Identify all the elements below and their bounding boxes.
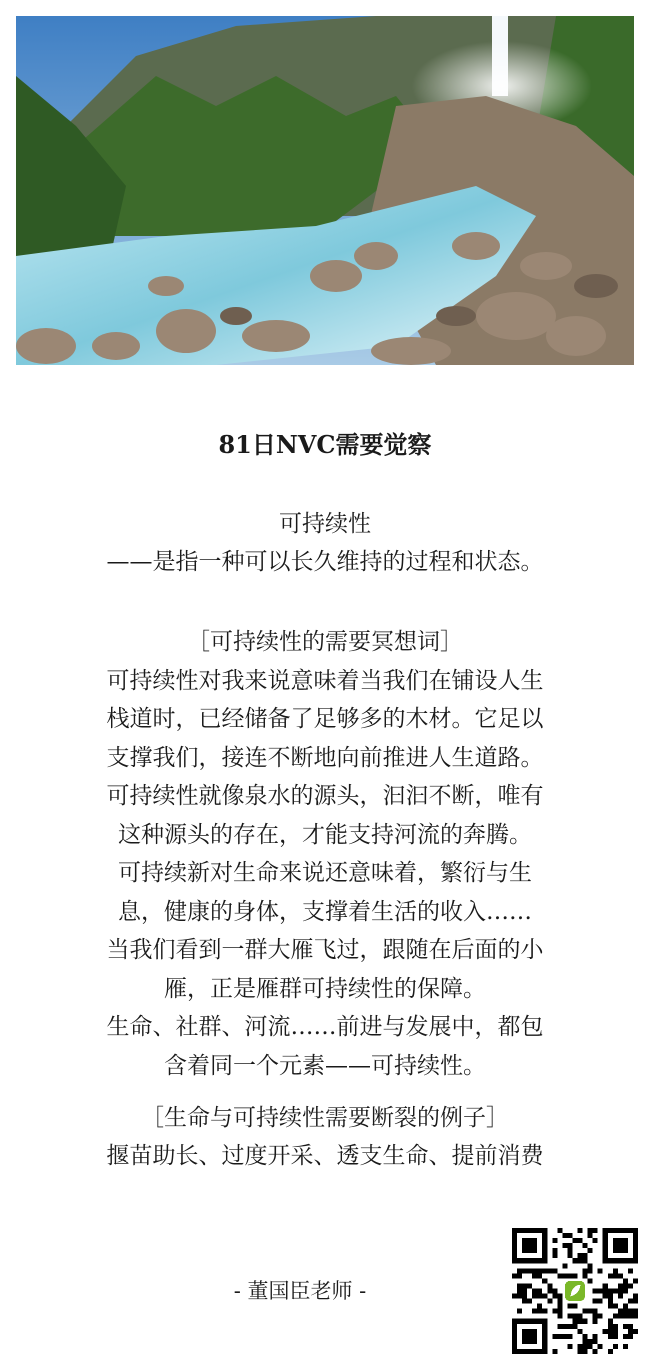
meditation-line: 可持续性就像泉水的源头，汩汩不断，唯有 bbox=[106, 783, 544, 809]
meditation-line: 支撑我们，接连不断地向前推进人生道路。 bbox=[106, 744, 544, 771]
definition-block bbox=[60, 505, 590, 581]
qr-code-graphic bbox=[512, 1228, 638, 1354]
article-title: 81日NVC需要觉察 bbox=[218, 430, 432, 459]
meditation-line: 这种源头的存在，才能支持河流的奔腾。 bbox=[118, 821, 532, 848]
meditation-block bbox=[60, 623, 590, 1085]
qr-code-icon bbox=[512, 1228, 638, 1354]
meditation-line: 含着同一个元素——可持续性。 bbox=[164, 1052, 486, 1079]
examples-block bbox=[60, 1099, 590, 1175]
waterfall-river-photo bbox=[16, 16, 634, 365]
meditation-line: 可持续新对生命来说还意味着，繁衍与生 bbox=[118, 860, 532, 886]
examples-heading: ［生命与可持续性需要断裂的例子］ bbox=[141, 1105, 509, 1131]
definition-term: 可持续性 bbox=[279, 511, 371, 537]
definition-text: ——是指一种可以长久维持的过程和状态。 bbox=[106, 549, 544, 575]
meditation-heading: ［可持续性的需要冥想词］ bbox=[187, 629, 463, 655]
meditation-line: 可持续性对我来说意味着当我们在铺设人生 bbox=[106, 667, 544, 694]
examples-text: 揠苗助长、过度开采、透支生命、提前消费 bbox=[106, 1143, 544, 1169]
meditation-line: 息，健康的身体，支撑着生活的收入…… bbox=[118, 898, 532, 925]
hero-image bbox=[16, 16, 634, 365]
meditation-line: 当我们看到一群大雁飞过，跟随在后面的小 bbox=[106, 937, 544, 963]
author-signature: - 董国臣老师 - bbox=[233, 1279, 367, 1303]
meditation-line: 雁，正是雁群可持续性的保障。 bbox=[164, 975, 486, 1002]
meditation-line: 栈道时，已经储备了足够多的木材。它足以 bbox=[106, 706, 544, 732]
meditation-line: 生命、社群、河流……前进与发展中，都包 bbox=[106, 1014, 544, 1040]
